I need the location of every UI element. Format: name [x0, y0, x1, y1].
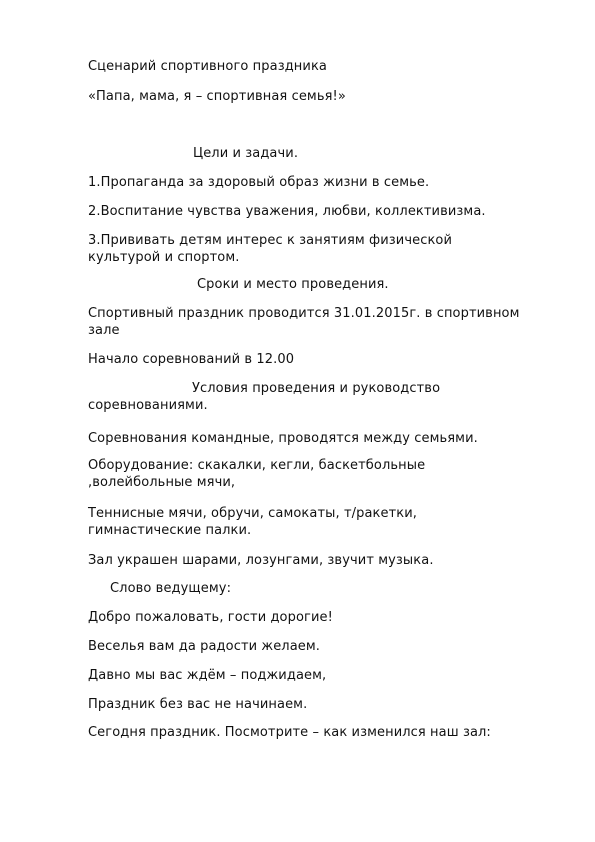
- goal-item-3-line-2: культурой и спортом.: [88, 250, 240, 265]
- goal-item-2: 2.Воспитание чувства уважения, любви, коллективизма.: [88, 204, 486, 219]
- team-text: Соревнования командные, проводятся между семьями.: [88, 431, 478, 446]
- verse-line-5: Сегодня праздник. Посмотрите – как изменился наш зал:: [88, 725, 491, 740]
- dates-heading: Сроки и место проведения.: [197, 277, 389, 292]
- equipment-line-1: Оборудование: скакалки, кегли, баскетбольные: [88, 458, 426, 473]
- verse-line-4: Праздник без вас не начинаем.: [88, 697, 308, 712]
- event-title: «Папа, мама, я – спортивная семья!»: [88, 89, 346, 104]
- verse-line-1: Добро пожаловать, гости дорогие!: [88, 610, 333, 625]
- goal-item-3-line-1: 3.Прививать детям интерес к занятиям физической: [88, 233, 453, 248]
- verse-line-3: Давно мы вас ждём – поджидаем,: [88, 668, 327, 683]
- equipment-line-3: Теннисные мячи, обручи, самокаты, т/ракетки,: [88, 506, 417, 521]
- document-title: Сценарий спортивного праздника: [88, 59, 327, 74]
- decor-text: Зал украшен шарами, лозунгами, звучит музыка.: [88, 553, 434, 568]
- goal-item-1: 1.Пропаганда за здоровый образ жизни в семье.: [88, 175, 430, 190]
- host-heading: Слово ведущему:: [110, 581, 232, 596]
- equipment-line-4: гимнастические палки.: [88, 523, 252, 538]
- verse-line-2: Веселья вам да радости желаем.: [88, 639, 321, 654]
- equipment-line-2: ,волейбольные мячи,: [88, 475, 236, 490]
- dates-text-line-2: зале: [88, 323, 120, 338]
- conditions-heading-line-1: Условия проведения и руководство: [192, 381, 441, 396]
- conditions-heading-line-2: соревнованиями.: [88, 398, 208, 413]
- start-time-text: Начало соревнований в 12.00: [88, 352, 295, 367]
- dates-text-line-1: Спортивный праздник проводится 31.01.2015г. в спортивном: [88, 306, 520, 321]
- goals-heading: Цели и задачи.: [193, 146, 299, 161]
